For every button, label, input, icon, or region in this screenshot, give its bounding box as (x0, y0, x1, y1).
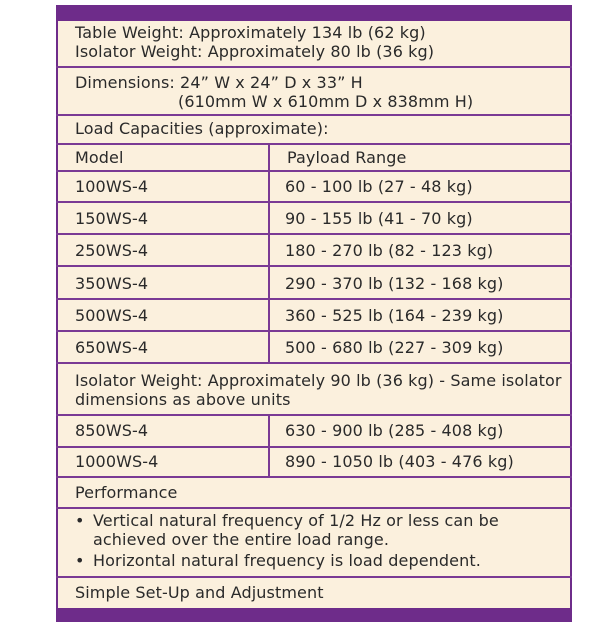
table-row-range: 630 - 900 lb (285 - 408 kg) (285, 421, 504, 440)
table-row-range: 180 - 270 lb (82 - 123 kg) (285, 241, 494, 260)
table-row-model: 500WS-4 (75, 306, 149, 325)
table-weight-text: Table Weight: Approximately 134 lb (62 kg) (75, 23, 426, 42)
column-divider (268, 414, 270, 476)
table-row-model: 850WS-4 (75, 421, 149, 440)
divider (56, 362, 572, 364)
isolator-weight-text: Isolator Weight: Approximately 80 lb (36 kg) (75, 42, 435, 61)
divider (56, 265, 572, 267)
table-row-model: 350WS-4 (75, 274, 149, 293)
divider (56, 170, 572, 172)
table-row-model: 100WS-4 (75, 177, 149, 196)
table-row-model: 1000WS-4 (75, 452, 159, 471)
column-header-model: Model (75, 148, 124, 167)
divider (56, 66, 572, 68)
isolator-note-text-cont: dimensions as above units (75, 390, 291, 409)
column-divider (268, 143, 270, 362)
divider (56, 414, 572, 416)
bottom-accent-bar (56, 608, 572, 622)
setup-text: Simple Set-Up and Adjustment (75, 583, 324, 602)
table-row-range: 290 - 370 lb (132 - 168 kg) (285, 274, 504, 293)
table-row-model: 250WS-4 (75, 241, 149, 260)
bullet-icon: • (75, 511, 85, 530)
table-row-range: 500 - 680 lb (227 - 309 kg) (285, 338, 504, 357)
performance-bullet-text-cont: achieved over the entire load range. (93, 530, 390, 549)
table-row-model: 650WS-4 (75, 338, 149, 357)
bullet-icon: • (75, 551, 85, 570)
table-row-model: 150WS-4 (75, 209, 149, 228)
table-row-range: 360 - 525 lb (164 - 239 kg) (285, 306, 504, 325)
divider (56, 476, 572, 478)
divider (56, 446, 572, 448)
dimensions-metric-text: (610mm W x 610mm D x 838mm H) (178, 92, 474, 111)
performance-bullet-text: Vertical natural frequency of 1/2 Hz or less can be (93, 511, 499, 530)
isolator-note-text: Isolator Weight: Approximately 90 lb (36 kg) - Same isolator (75, 371, 562, 390)
divider (56, 576, 572, 578)
performance-bullet-text: Horizontal natural frequency is load dependent. (93, 551, 481, 570)
column-header-payload-range: Payload Range (287, 148, 407, 167)
table-row-range: 890 - 1050 lb (403 - 476 kg) (285, 452, 514, 471)
divider (56, 330, 572, 332)
divider (56, 143, 572, 145)
divider (56, 233, 572, 235)
divider (56, 298, 572, 300)
table-row-range: 60 - 100 lb (27 - 48 kg) (285, 177, 473, 196)
divider (56, 507, 572, 509)
performance-title: Performance (75, 483, 178, 502)
top-accent-bar (56, 5, 572, 21)
load-capacities-title: Load Capacities (approximate): (75, 119, 329, 138)
table-row-range: 90 - 155 lb (41 - 70 kg) (285, 209, 473, 228)
divider (56, 201, 572, 203)
divider (56, 114, 572, 116)
dimensions-text: Dimensions: 24” W x 24” D x 33” H (75, 73, 363, 92)
